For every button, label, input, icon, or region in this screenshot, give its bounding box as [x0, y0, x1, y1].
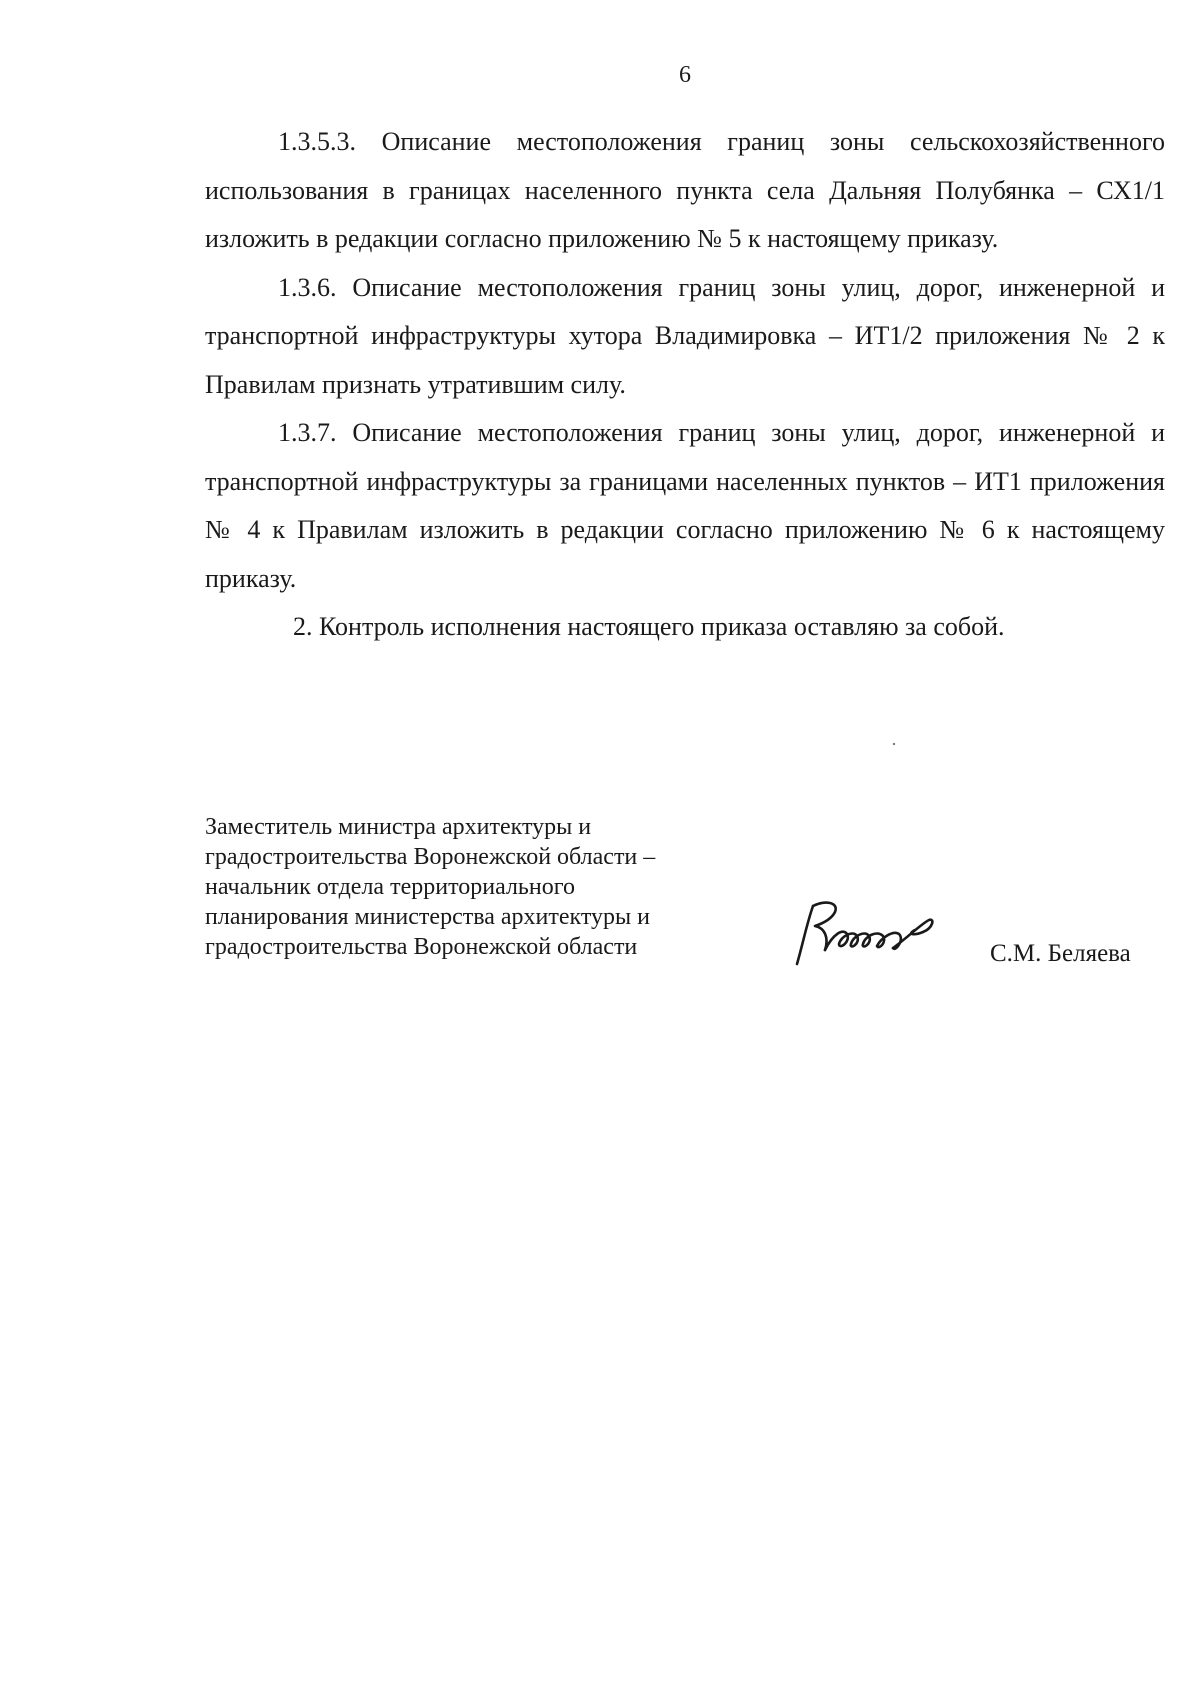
signer-title-line: Заместитель министра архитектуры и [205, 814, 592, 840]
signature-block [205, 812, 1165, 982]
scan-speck [893, 743, 895, 745]
handwritten-signature [795, 898, 965, 968]
paragraph-1-3-7: 1.3.7. Описание местоположения границ зоны улиц, дорог, инженерной и транспортной инфраструктуры за границами населенных пунктов – ИТ1 приложения № 4 к Правилам изложить в редакции согласно приложению № 6 к настоящему приказу. [205, 418, 1165, 593]
signer-name: С.М. Беляева [990, 940, 1131, 967]
paragraph-2: 2. Контроль исполнения настоящего приказа оставляю за собой. [293, 612, 1005, 641]
signer-title-line: начальник отдела территориального [205, 874, 575, 900]
page-number: 6 [679, 62, 691, 88]
signer-title-line: градостроительства Воронежской области – [205, 844, 656, 870]
paragraph-1-3-6: 1.3.6. Описание местоположения границ зоны улиц, дорог, инженерной и транспортной инфраструктуры хутора Владимировка – ИТ1/2 приложения № 2 к Правилам признать утратившим силу. [205, 272, 1165, 399]
document-body [205, 118, 1165, 652]
signer-title [205, 812, 765, 962]
signer-title-line: градостроительства Воронежской области [205, 934, 638, 960]
paragraph-1-3-5-3: 1.3.5.3. Описание местоположения границ зоны сельскохозяйственного использования в границах населенного пункта села Дальняя Полубянка – СХ1/1 изложить в редакции согласно приложению № 5 к настоящему приказу. [205, 127, 1165, 253]
signer-title-line: планирования министерства архитектуры и [205, 904, 650, 930]
